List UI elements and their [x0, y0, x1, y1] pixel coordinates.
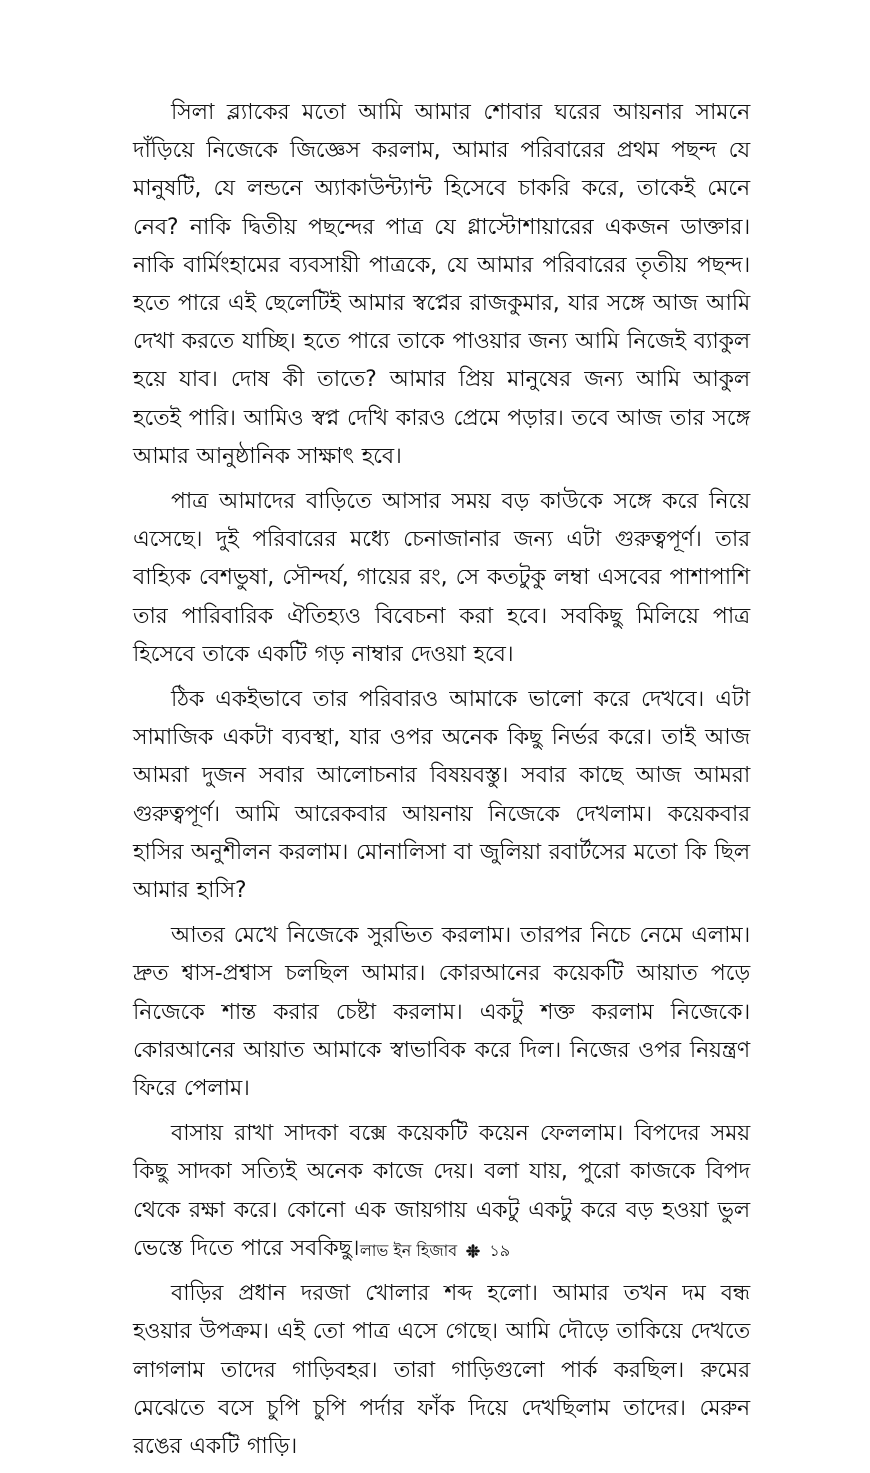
- flower-ornament-icon: [466, 1243, 480, 1257]
- footer-book-title: লাভ ইন হিজাব: [359, 1241, 458, 1260]
- paragraph-3: ঠিক একইভাবে তার পরিবারও আমাকে ভালো করে দেখবে। এটা সামাজিক একটা ব্যবস্থা, যার ওপর অনেক কিছু নির্ভর করে। তাই আজ আমরা দুজন সবার আলোচনার বিষয়বস্তু। সবার কাছে আজ আমরা গুরুত্বপূর্ণ। আমি আরেকবার আয়নায় নিজেকে দেখলাম। কয়েকবার হাসির অনুশীলন করলাম। মোনালিসা বা জুলিয়া রবার্টসের মতো কি ছিল আমার হাসি?: [133, 687, 750, 904]
- paragraph-2: পাত্র আমাদের বাড়িতে আসার সময় বড় কাউকে সঙ্গে করে নিয়ে এসেছে। দুই পরিবারের মধ্যে চেনাজানার জন্য এটা গুরুত্বপূর্ণ। তার বাহ্যিক বেশভুষা, সৌন্দর্য, গায়ের রং, সে কতটুকু লম্বা এসবের পাশাপাশি তার পারিবারিক ঐতিহ্যও বিবেচনা করা হবে। সবকিছু মিলিয়ে পাত্র হিসেবে তাকে একটি গড় নাম্বার দেওয়া হবে।: [133, 489, 750, 667]
- paragraph-6: বাড়ির প্রধান দরজা খোলার শব্দ হলো। আমার তখন দম বন্ধ হওয়ার উপক্রম। এই তো পাত্র এসে গেছে। আমি দৌড়ে তাকিয়ে দেখতে লাগলাম তাদের গাড়িবহর। তারা গাড়িগুলো পার্ক করছিল। রুমের মেঝেতে বসে চুপি চুপি পর্দার ফাঁক দিয়ে দেখছিলাম তাদের। মেরুন রঙের একটি গাড়ি।: [133, 1281, 750, 1459]
- footer-page-number: ১৯: [489, 1241, 511, 1260]
- page-footer: [0, 1241, 870, 1261]
- paragraph-5: বাসায় রাখা সাদকা বক্সে কয়েকটি কয়েন ফেললাম। বিপদের সময় কিছু সাদকা সত্যিই অনেক কাজে দেয়। বলা যায়, পুরো কাজকে বিপদ থেকে রক্ষা করে। কোনো এক জায়গায় একটু একটু করে বড় হওয়া ভুল ভেস্তে দিতে পারে সবকিছু।: [133, 1121, 750, 1261]
- paragraph-4: আতর মেখে নিজেকে সুরভিত করলাম। তারপর নিচে নেমে এলাম। দ্রুত শ্বাস-প্রশ্বাস চলছিল আমার। কোরআনের কয়েকটি আয়াত পড়ে নিজেকে শান্ত করার চেষ্টা করলাম। একটু শক্ত করলাম নিজেকে। কোরআনের আয়াত আমাকে স্বাভাবিক করে দিল। নিজের ওপর নিয়ন্ত্রণ ফিরে পেলাম।: [133, 923, 750, 1102]
- paragraph-1: সিলা ব্ল্যাকের মতো আমি আমার শোবার ঘরের আয়নার সামনে দাঁড়িয়ে নিজেকে জিজ্ঞেস করলাম, আমার পরিবারের প্রথম পছন্দ যে মানুষটি, যে লন্ডনে অ্যাকাউন্ট্যান্ট হিসেবে চাকরি করে, তাকেই মেনে নেব? নাকি দ্বিতীয় পছন্দের পাত্র যে গ্লাস্টোশায়ারের একজন ডাক্তার। নাকি বার্মিংহামের ব্যবসায়ী পাত্রকে, যে আমার পরিবারের তৃতীয় পছন্দ। হতে পারে এই ছেলেটিই আমার স্বপ্নের রাজকুমার, যার সঙ্গে আজ আমি দেখা করতে যাচ্ছি। হতে পারে তাকে পাওয়ার জন্য আমি নিজেই ব্যাকুল হয়ে যাব। দোষ কী তাতে? আমার প্রিয় মানুষের জন্য আমি আকুল হতেই পারি। আমিও স্বপ্ন দেখি কারও প্রেমে পড়ার। তবে আজ তার সঙ্গে আমার আনুষ্ঠানিক সাক্ষাৎ হবে।: [133, 100, 750, 469]
- book-page-body: [133, 94, 750, 1473]
